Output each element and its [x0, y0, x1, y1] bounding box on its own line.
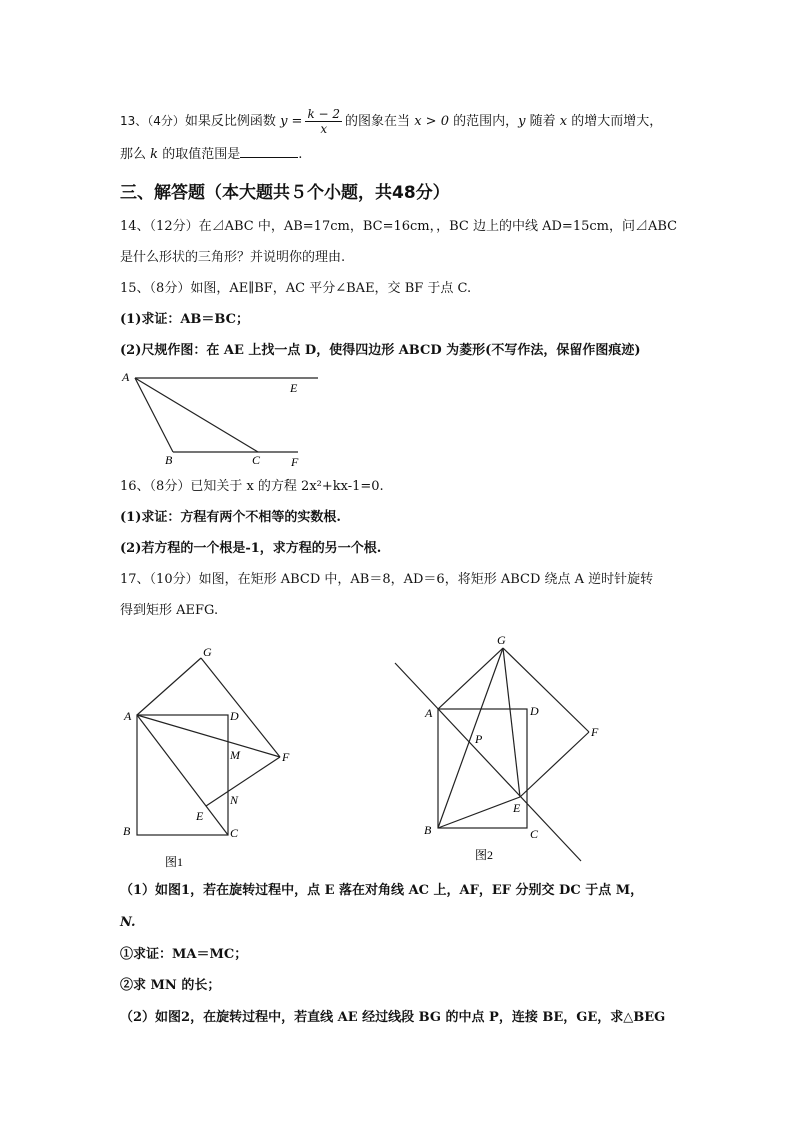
fig2-label-p: P — [475, 732, 483, 746]
fig2-label-b: B — [424, 823, 432, 837]
fig2-fe — [520, 732, 589, 797]
fig1-label-g: G — [203, 645, 212, 659]
q13-condition: x > 0 — [414, 114, 449, 129]
q17-line1: 17、（10分）如图，在矩形 ABCD 中，AB＝8，AD＝6，将矩形 ABCD 绕点 A 逆时针旋转 — [120, 572, 654, 587]
fig2-label-d: D — [530, 704, 539, 718]
q17-part1-line-a: （1）如图1，若在旋转过程中，点 E 落在对角线 AC 上，AF，EF 分别交 DC 于点 M， — [120, 883, 644, 898]
fig1-caption: 图1 — [165, 855, 184, 869]
q15-label-f: F — [291, 455, 299, 469]
fig2-label-c: C — [530, 827, 539, 841]
q15-label-a: A — [122, 370, 130, 384]
fig1-label-b: B — [123, 824, 131, 838]
q13-line2-b: 的取值范围是 — [162, 147, 241, 162]
fig2-ag — [438, 648, 503, 709]
fig2-label-e: E — [513, 801, 521, 815]
q13-score: （4分） — [147, 114, 185, 128]
q17-sub1: ①求证：MA＝MC； — [120, 947, 248, 962]
q17-sub2: ②求 MN 的长； — [120, 978, 221, 993]
fig2-gf — [503, 648, 589, 732]
fig1-label-e: E — [196, 809, 204, 823]
q13-y-eq: y = — [280, 114, 303, 129]
q13-frac-numerator: k − 2 — [307, 107, 341, 121]
q17-line2: 得到矩形 AEFG. — [120, 603, 219, 618]
q13-x: x — [559, 114, 568, 129]
fig2-gb — [438, 648, 503, 828]
fig2-label-f: F — [591, 725, 599, 739]
fig1-label-a: A — [124, 709, 132, 723]
q14-line1: 14、（12分）在⊿ABC 中，AB=17cm，BC=16cm，，BC 边上的中线 AD=15cm，问⊿ABC — [120, 219, 678, 234]
fig2-label-g: G — [497, 633, 506, 647]
q13-text-d: 随着 — [529, 114, 556, 129]
fig1-label-n: N — [230, 793, 239, 807]
q13-number: 13、 — [120, 114, 148, 128]
q13-text-e: 的增大而增大， — [571, 114, 663, 129]
fig1-label-f: F — [282, 750, 290, 764]
section-title: 三、解答题（本大题共５个小题，共48分） — [120, 183, 450, 203]
fig2-label-a: A — [425, 706, 433, 720]
q13-k: k — [150, 147, 159, 162]
q13-frac-denominator: x — [320, 122, 328, 136]
q15-line3: (2)尺规作图：在 AE 上找一点 D，使得四边形 ABCD 为菱形(不写作法，保留作图痕迹) — [120, 343, 641, 358]
q16-line3: (2)若方程的一个根是-1，求方程的另一个根. — [120, 541, 382, 556]
fig2-line-ae-extended — [395, 663, 581, 861]
q13-text-a: 如果反比例函数 — [184, 114, 276, 129]
q16-line2: (1)求证：方程有两个不相等的实数根. — [120, 510, 341, 525]
q13-line2-end: . — [298, 147, 303, 162]
fig1-label-m: M — [230, 748, 240, 762]
q15-line2: (1)求证：AB＝BC； — [120, 312, 249, 327]
fig2-be — [438, 797, 520, 828]
q15-label-c: C — [252, 453, 261, 467]
q13-text-b: 的图象在当 — [345, 114, 411, 129]
q16-line1: 16、（8分）已知关于 x 的方程 2x²+kx-1=0. — [120, 479, 384, 494]
q13-text-c: 的范围内， — [453, 114, 519, 129]
q14-line2: 是什么形状的三角形？并说明你的理由. — [120, 250, 346, 265]
q13-line2-a: 那么 — [120, 147, 147, 162]
q17-part1-line-b: N. — [120, 915, 136, 930]
fig1-label-c: C — [230, 826, 239, 840]
fig2-caption: 图2 — [475, 848, 494, 862]
q15-label-e: E — [290, 381, 298, 395]
q17-part2: （2）如图2，在旋转过程中，若直线 AE 经过线段 BG 的中点 P，连接 BE，GE，求△BEG — [120, 1010, 666, 1025]
fig1-label-d: D — [230, 709, 239, 723]
q15-line1: 15、（8分）如图，AE∥BF，AC 平分∠BAE，交 BF 于点 C. — [120, 281, 472, 296]
fig2-ge — [503, 648, 520, 797]
q13-y: y — [518, 114, 526, 129]
q15-label-b: B — [165, 453, 173, 467]
